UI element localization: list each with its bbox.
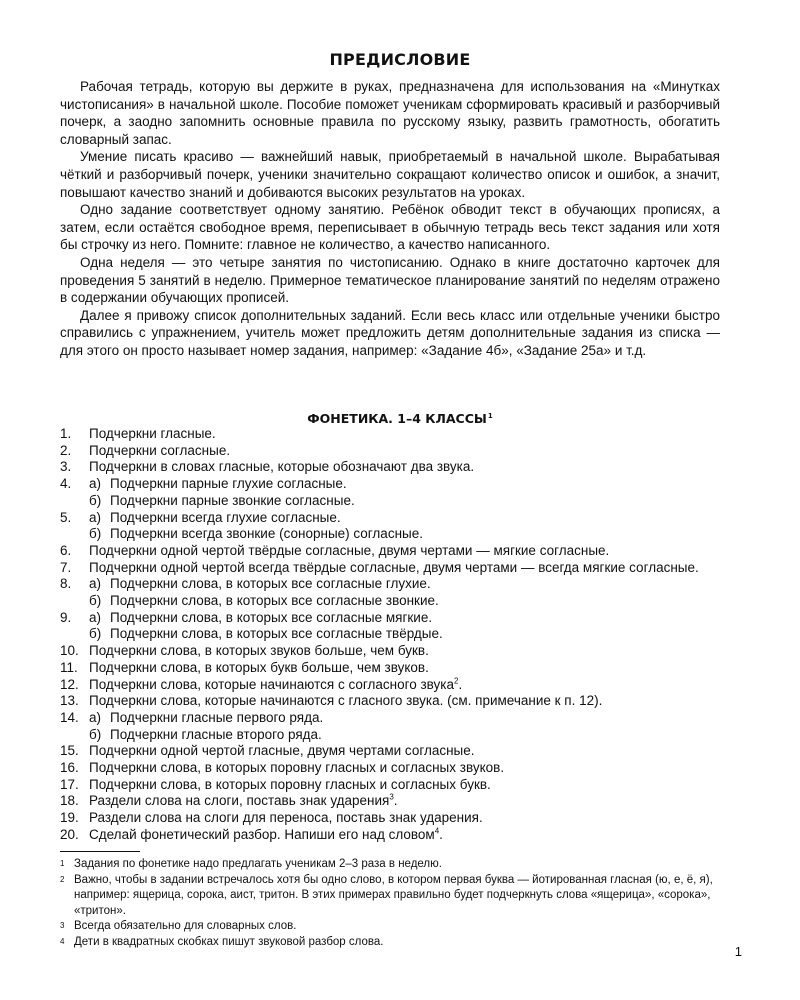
list-item <box>60 560 720 577</box>
subitem-letter: а) <box>89 476 102 492</box>
list-item <box>60 426 720 443</box>
task-body <box>89 426 720 443</box>
task-number: 20. <box>60 826 79 842</box>
list-item <box>60 677 720 694</box>
section-heading-text: ФОНЕТИКА. 1–4 КЛАССЫ <box>307 411 487 426</box>
footnote-mark: 3 <box>60 921 65 931</box>
subitem-text: Подчеркни всегда глухие согласные. <box>110 509 341 525</box>
task-text: Подчеркни в словах гласные, которые обозначают два звука. <box>89 459 475 475</box>
footnote-text: Важно, чтобы в задании встречалось хотя бы одно слово, в котором первая буква — йотированная гласная (ю, е, ё, я), например: ящерица, сорока, аист, тритон. В этих примерах правильно будет подчеркнуть слова «ящерица», «сорока», «тритон». <box>74 873 713 917</box>
task-number: 12. <box>60 676 79 692</box>
list-item <box>60 777 720 794</box>
task-text-end: . <box>458 676 463 692</box>
task-body <box>89 793 720 810</box>
task-body <box>89 777 720 794</box>
footnotes <box>60 857 720 951</box>
subitem-letter: б) <box>89 726 102 742</box>
task-number: 1. <box>60 426 72 441</box>
page-number: 1 <box>734 944 742 959</box>
footnote-divider <box>60 851 140 852</box>
subitem-letter: б) <box>89 526 102 542</box>
footnote-text: Задания по фонетике надо предлагать ученикам 2–3 раза в неделю. <box>74 858 442 870</box>
task-body <box>89 643 720 660</box>
task-body <box>89 560 720 577</box>
list-item <box>60 576 720 609</box>
list-item <box>60 610 720 643</box>
subitem-text: Подчеркни парные глухие согласные. <box>110 476 347 492</box>
preface-paragraph: Одна неделя — это четыре занятия по чистописанию. Однако в книге достаточно карточек для проведения 5 занятий в неделю. Примерное тематическое планирование занятий по неделям отражено в содержании обучающих прописей. <box>60 254 720 306</box>
list-item <box>60 810 720 827</box>
subitem-letter: а) <box>89 709 102 725</box>
footnote-ref: 3 <box>389 792 394 802</box>
task-number: 17. <box>60 776 79 792</box>
task-number: 9. <box>60 609 72 625</box>
footnote-mark: 1 <box>60 859 65 868</box>
footnote-mark: 4 <box>60 936 65 946</box>
task-number: 16. <box>60 760 79 776</box>
task-body <box>89 476 720 509</box>
task-subitem <box>89 510 720 527</box>
subitem-letter: б) <box>89 626 102 642</box>
list-item <box>60 693 720 710</box>
task-subitem <box>89 727 720 744</box>
footnote-text: Всегда обязательно для словарных слов. <box>74 920 297 933</box>
task-body <box>89 459 720 476</box>
subitem-text: Подчеркни всегда звонкие (сонорные) согласные. <box>110 526 423 542</box>
list-item <box>60 476 720 509</box>
task-number: 5. <box>60 509 72 525</box>
task-text: Подчеркни одной чертой твёрдые согласные, двумя чертами — мягкие согласные. <box>89 542 610 558</box>
task-text: Подчеркни гласные. <box>89 426 216 441</box>
list-item <box>60 643 720 660</box>
subitem-text: Подчеркни слова, в которых все согласные мягкие. <box>110 609 433 625</box>
task-subitem <box>89 610 720 627</box>
task-subitem <box>89 493 720 510</box>
task-subitem <box>89 526 720 543</box>
preface-paragraph: Рабочая тетрадь, которую вы держите в руках, предназначена для использования на «Минутках чистописания» в начальной школе. Пособие поможет ученикам сформировать красивый и разборчивый почерк, а заодно запомнить основные правила по русскому языку, развить грамотность, обогатить словарный запас. <box>60 79 720 147</box>
task-number: 11. <box>60 659 78 675</box>
list-item <box>60 760 720 777</box>
task-body <box>89 660 720 677</box>
task-body <box>89 510 720 543</box>
task-subitem <box>89 710 720 727</box>
list-item <box>60 543 720 560</box>
task-text: Подчеркни одной чертой всегда твёрдые согласные, двумя чертами — всегда мягкие согласные. <box>89 559 699 575</box>
footnote <box>60 935 720 951</box>
task-subitem <box>89 576 720 593</box>
task-body <box>89 760 720 777</box>
list-item <box>60 510 720 543</box>
subitem-text: Подчеркни гласные первого ряда. <box>110 709 324 725</box>
task-number: 15. <box>60 743 79 759</box>
task-body <box>89 443 720 460</box>
task-text: Подчеркни слова, в которых букв больше, чем звуков. <box>89 659 429 675</box>
task-text: Подчеркни слова, в которых звуков больше, чем букв. <box>89 643 429 659</box>
task-text: Раздели слова на слоги для переноса, поставь знак ударения. <box>89 810 483 826</box>
footnote <box>60 873 720 920</box>
task-text-end: . <box>393 793 398 809</box>
list-item <box>60 827 720 844</box>
footnote <box>60 857 720 873</box>
footnote-mark: 2 <box>60 874 65 884</box>
task-body <box>89 743 720 760</box>
task-number: 7. <box>60 559 72 575</box>
task-list <box>60 426 720 844</box>
task-body <box>89 543 720 560</box>
list-item <box>60 660 720 677</box>
preface-text <box>60 78 720 360</box>
task-body <box>89 693 720 710</box>
task-body <box>89 677 720 694</box>
task-text: Подчеркни слова, которые начинаются с гласного звука. (см. примечание к п. 12). <box>89 693 603 709</box>
task-text: Сделай фонетический разбор. Напиши его над словом <box>89 826 435 842</box>
subitem-letter: б) <box>89 593 102 609</box>
task-body <box>89 827 720 844</box>
preface-paragraph: Одно задание соответствует одному занятию. Ребёнок обводит текст в обучающих прописях, а затем, если остаётся свободное время, переписывает в обычную тетрадь весь текст задания или хотя бы строчку из него. Помните: главное не количество, а качество написанного. <box>60 202 720 253</box>
task-number: 19. <box>60 810 79 826</box>
task-subitem <box>89 626 720 643</box>
subitem-letter: а) <box>89 609 102 625</box>
task-text: Подчеркни слова, которые начинаются с согласного звука <box>89 676 455 692</box>
task-number: 6. <box>60 542 72 558</box>
list-item <box>60 459 720 476</box>
preface-paragraph: Умение писать красиво — важнейший навык, приобретаемый в начальной школе. Вырабатывая чёткий и разборчивый почерк, ученики значительно сокращают количество описок и ошибок, а значит, повышают качество знаний и добиваются высоких результатов на уроках. <box>60 149 720 200</box>
subitem-letter: а) <box>89 509 102 525</box>
task-number: 10. <box>60 643 79 659</box>
subitem-text: Подчеркни слова, в которых все согласные звонкие. <box>110 593 439 609</box>
task-subitem <box>89 593 720 610</box>
task-number: 13. <box>60 693 79 709</box>
subitem-text: Подчеркни слова, в которых все согласные глухие. <box>110 576 431 592</box>
footnote-ref: 1 <box>487 411 493 420</box>
task-number: 14. <box>60 709 79 725</box>
preface-paragraph: Далее я привожу список дополнительных заданий. Если весь класс или отдельные ученики быстро справились с упражнением, учитель может предложить детям дополнительные задания из списка — для этого он просто называет номер задания, например: «Задание 4б», «Задание 25а» и т.д. <box>60 307 720 358</box>
task-text: Подчеркни согласные. <box>89 442 231 458</box>
footnote <box>60 919 720 935</box>
task-text: Раздели слова на слоги, поставь знак ударения <box>89 793 390 809</box>
task-text-end: . <box>439 826 443 842</box>
task-number: 4. <box>60 476 72 492</box>
task-body <box>89 610 720 643</box>
subitem-text: Подчеркни парные звонкие согласные. <box>110 492 355 508</box>
section-heading <box>0 411 800 426</box>
task-number: 18. <box>60 793 79 809</box>
subitem-text: Подчеркни слова, в которых все согласные твёрдые. <box>110 626 443 642</box>
task-body <box>89 710 720 743</box>
list-item <box>60 793 720 810</box>
task-number: 2. <box>60 442 72 458</box>
page-title: ПРЕДИСЛОВИЕ <box>329 50 471 69</box>
task-text: Подчеркни слова, в которых поровну гласных и согласных звуков. <box>89 760 505 776</box>
task-body <box>89 810 720 827</box>
task-text: Подчеркни слова, в которых поровну гласных и согласных букв. <box>89 776 491 792</box>
footnote-ref: 2 <box>454 676 459 686</box>
list-item <box>60 743 720 760</box>
subitem-letter: б) <box>89 492 102 508</box>
task-text: Подчеркни одной чертой гласные, двумя чертами согласные. <box>89 743 475 759</box>
list-item <box>60 443 720 460</box>
list-item <box>60 710 720 743</box>
task-number: 8. <box>60 576 72 592</box>
footnote-ref: 4 <box>434 826 440 836</box>
task-number: 3. <box>60 459 72 475</box>
footnote-text: Дети в квадратных скобках пишут звуковой разбор слова. <box>74 935 384 948</box>
subitem-letter: а) <box>89 576 102 592</box>
subitem-text: Подчеркни гласные второго ряда. <box>110 726 322 742</box>
task-subitem <box>89 476 720 493</box>
task-body <box>89 576 720 609</box>
